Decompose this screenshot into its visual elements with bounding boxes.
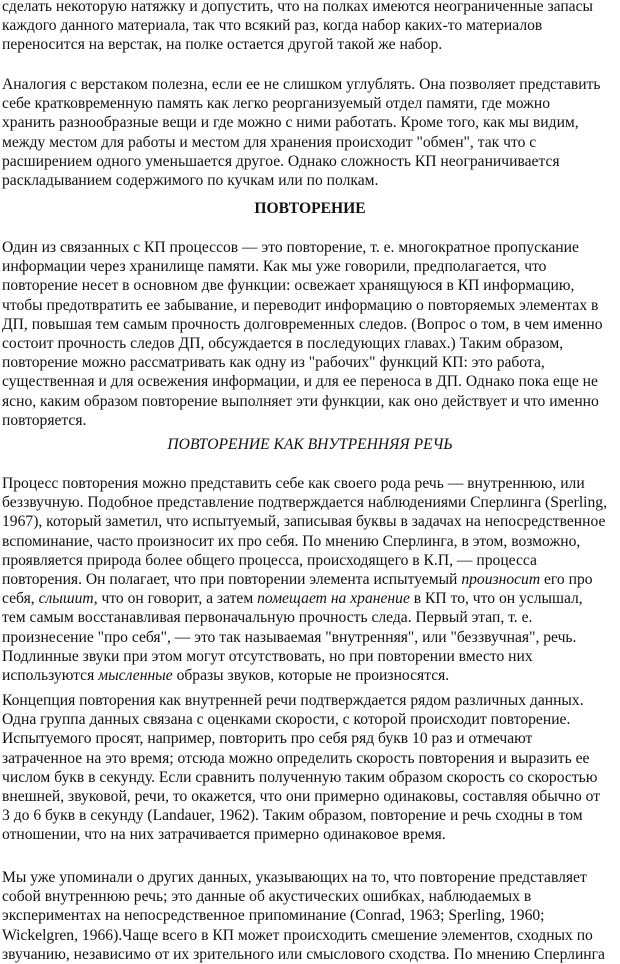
paragraph bbox=[2, 474, 614, 685]
paragraph: Аналогия с верстаком полезна, если ее не слишком углублять. Она позволяет представить себе кратковременную память как легко реорганизуемый отдел памяти, где можно хранить разнообразные вещи и где можно с ними работать. Кроме того, как мы видим, между местом для работы и местом для хранения происходит "обмен", так что с расширением одного уменьшается другое. Однако сложность КП неограничивается раскладыванием содержимого по кучкам или по полкам. bbox=[2, 76, 601, 190]
paragraph: Концепция повторения как внутренней речи подтверждается рядом различных данных. Одна группа данных связана с оценками скорости, с которой происходит повторение. Испытуемого просят, например, повторить про себя ряд букв 10 раз и отмечают затраченное на это время; отсюда можно определить скорость повторения и выразить ее числом букв в секунду. Если сравнить полученную таким образом скорость со скоростью внешней, звуковой, речи, то окажется, что они примерно одинаковы, составляя обычно от 3 до 6 букв в секунду (Landauer, 1962). Таким образом, повторение и речь сходны в том отношении, что на них затрачивается примерно одинаковое время. bbox=[2, 692, 601, 844]
subsection-heading: ПОВТОРЕНИЕ КАК ВНУТРЕННЯЯ РЕЧЬ bbox=[167, 436, 453, 453]
italic-text: мысленные bbox=[98, 667, 173, 685]
text-run: , что он говорит, а затем bbox=[93, 590, 258, 608]
italic-text: помещает на хранение bbox=[257, 590, 410, 608]
paragraph: сделать некоторую натяжку и допустить, что на полках имеются неограниченные запасы каждого данного материала, так что всякий раз, когда набор каких-то материалов переносится на верстак, на полке остается другой такой же набор. bbox=[2, 0, 593, 54]
paragraph: Мы уже упоминали о других данных, указывающих на то, что повторение представляет собой внутреннюю речь; это данные об акустических ошибках, наблюдаемых в экспериментах на непосредственное припоминание (Conrad, 1963; Sperling, 1960; Wickelgren, 1966).Чаще всего в КП может происходить смешение элементов, сходных по звучанию, независимо от их зрительного или смыслового сходства. По мнению Сперлинга bbox=[2, 869, 605, 963]
text-run: образы звуков, которые не произносятся. bbox=[172, 667, 450, 685]
text-run: его про себя, bbox=[2, 571, 593, 608]
italic-text: произносит bbox=[461, 571, 541, 589]
paragraph: Один из связанных с КП процессов — это повторение, т. е. многократное пропускание информации через хранилище памяти. Как мы уже говорили, предполагается, что повторение несет в основном две функции: освежает хранящуюся в КП информацию, чтобы предотвратить ее забывание, и переводит информацию о повторяемых элементах в ДП, повышая тем самым прочность долговременных следов. (Вопрос о том, в чем именно состоит прочность следов ДП, обсуждается в последующих главах.) Таким образом, повторение можно рассматривать как одну из "рабочих" функций КП: это работа, существенная и для освежения информации, и для ее переноса в ДП. Однако пока еще не ясно, каким образом повторение выполняет эти функции, как оно действует и что именно повторяется. bbox=[2, 239, 603, 429]
text-run: в КП то, что он услышал, тем самым восстанавливая первоначальную прочность следа. Первый этап, т. е. произнесение "про себя", — это так называемая "внутренняя", или "беззвучная", речь. Подлинные звуки при этом могут отсутствовать, но при повторении вместо них используются bbox=[2, 590, 583, 685]
text-run: Процесс повторения можно представить себе как своего рода речь — внутреннюю, или беззвучную. Подобное представление подтверждается наблюдениями Сперлинга (Sperling, 1967), который заметил, что испытуемый, записывая буквы в задачах на непосредственное вспоминание, часто произносит их про себя. По мнению Сперлинга, в этом, возможно, проявляется природа более общего процесса, происходящего в К.П, — процесса повторения. Он полагает, что при повторении элемента испытуемый bbox=[2, 475, 607, 589]
italic-text: слышит bbox=[38, 590, 94, 608]
section-heading: ПОВТОРЕНИЕ bbox=[254, 200, 366, 217]
